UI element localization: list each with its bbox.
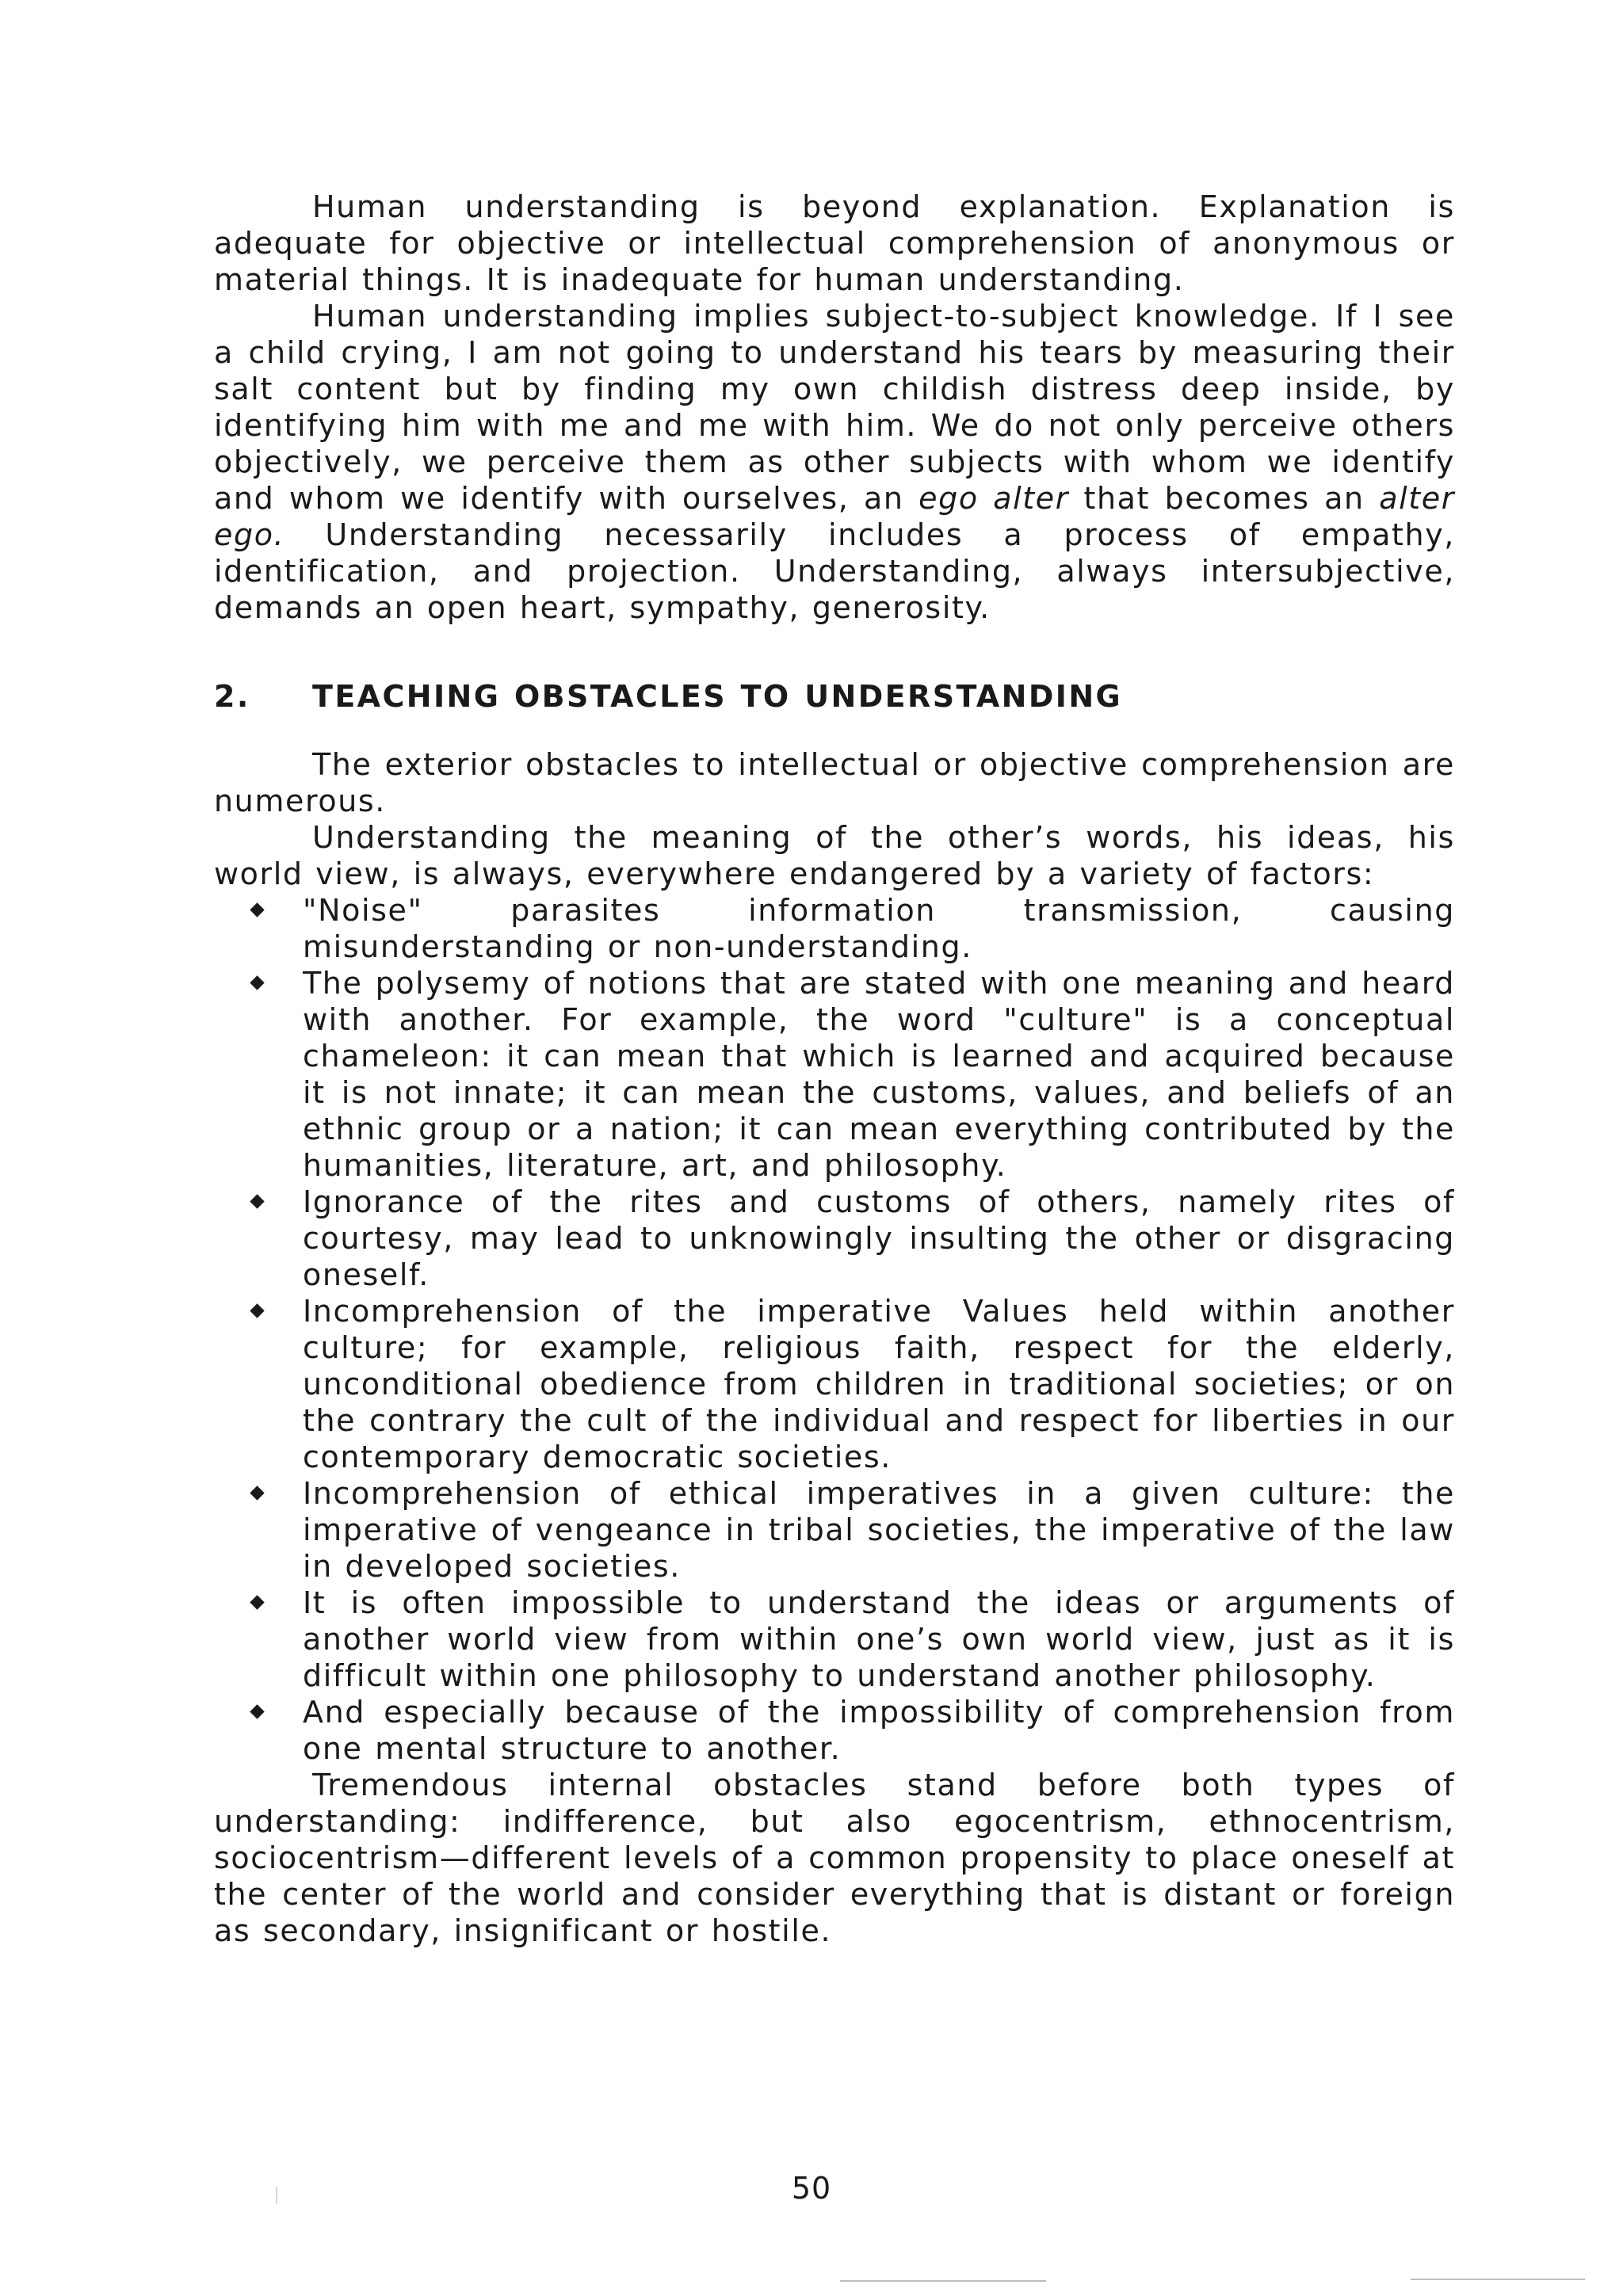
page-number: 50	[791, 2171, 832, 2206]
diamond-bullet-icon	[250, 902, 264, 917]
section-title: TEACHING OBSTACLES TO UNDERSTANDING	[312, 679, 1123, 714]
list-item	[214, 1585, 1455, 1694]
list-item-text: The polysemy of notions that are stated with one meaning and heard with another. For example, the word "culture" is a conceptual chameleon: it can mean that which is learned and acquired because it is not innate; it can mean the customs, values, and beliefs of an ethnic group or a nation; it can mean everything contributed by the humanities, literature, art, and philosophy.	[303, 966, 1455, 1183]
list-item	[214, 1694, 1455, 1767]
diamond-bullet-icon	[250, 1303, 264, 1318]
paragraph-subject-knowledge-part2: that becomes an	[1068, 481, 1380, 516]
list-item-text: Incomprehension of the imperative Values held within another culture; for example, religious faith, respect for the elderly, unconditional obedience from children in traditional societies; or on the contrary the cult of the individual and respect for liberties in our contemporary democratic societies.	[303, 1294, 1455, 1474]
scan-artifact	[1411, 2279, 1585, 2280]
list-item-text: Incomprehension of ethical imperatives in a given culture: the imperative of vengeance in tribal societies, the imperative of the law in developed societies.	[303, 1476, 1455, 1584]
list-item-text: It is often impossible to understand the ideas or arguments of another world view from within one’s own world view, just as it is difficult within one philosophy to understand another philosophy.	[303, 1585, 1455, 1693]
diamond-bullet-icon	[250, 1194, 264, 1208]
list-item	[214, 892, 1455, 965]
paragraph-meaning-endangered: Understanding the meaning of the other’s words, his ideas, his world view, is always, everywhere endangered by a variety of factors:	[214, 820, 1455, 891]
paragraph-exterior-obstacles: The exterior obstacles to intellectual or objective comprehension are numerous.	[214, 747, 1455, 818]
list-item-text: Ignorance of the rites and customs of others, namely rites of courtesy, may lead to unknowingly insulting the other or disgracing oneself.	[303, 1184, 1455, 1292]
list-item	[214, 965, 1455, 1184]
paragraph-subject-knowledge-part1: Human understanding implies subject-to-subject knowledge. If I see a child crying, I am not going to understand his tears by measuring their salt content but by finding my own childish distress deep inside, by identifying him with me and me with him. We do not only perceive others objectively, we perceive them as other subjects with whom we identify and whom we identify with ourselves, an	[214, 299, 1455, 516]
paragraph-subject-knowledge-part3: Understanding necessarily includes a process of empathy, identification, and projection. Understanding, always intersubjective, demands an open heart, sympathy, generosity.	[214, 517, 1455, 625]
scan-artifact	[276, 2187, 277, 2204]
list-item	[214, 1184, 1455, 1293]
diamond-bullet-icon	[250, 1595, 264, 1609]
diamond-bullet-icon	[250, 975, 264, 990]
section-heading	[214, 678, 1455, 715]
diamond-bullet-icon	[250, 1704, 264, 1718]
paragraph-subject-knowledge	[214, 298, 1455, 626]
section-number: 2.	[214, 679, 250, 714]
document-page	[214, 189, 1455, 1949]
obstacle-list	[214, 892, 1455, 1767]
term-ego-alter: ego alter	[918, 481, 1069, 516]
diamond-bullet-icon	[250, 1486, 264, 1500]
list-item	[214, 1293, 1455, 1475]
paragraph-internal-obstacles: Tremendous internal obstacles stand before both types of understanding: indifference, but also egocentrism, ethnocentrism, sociocentrism—different levels of a common propensity to place oneself at the center of the world and consider everything that is distant or foreign as secondary, insignificant or hostile.	[214, 1768, 1455, 1948]
list-item-text: "Noise" parasites information transmission, causing misunderstanding or non-understanding.	[303, 893, 1455, 964]
list-item	[214, 1475, 1455, 1585]
paragraph-explanation: Human understanding is beyond explanation. Explanation is adequate for objective or intellectual comprehension of anonymous or material things. It is inadequate for human understanding.	[214, 189, 1455, 297]
list-item-text: And especially because of the impossibility of comprehension from one mental structure to another.	[303, 1695, 1455, 1766]
scan-artifact	[840, 2280, 1046, 2282]
term-alter-ego: alter ego.	[214, 481, 1455, 552]
